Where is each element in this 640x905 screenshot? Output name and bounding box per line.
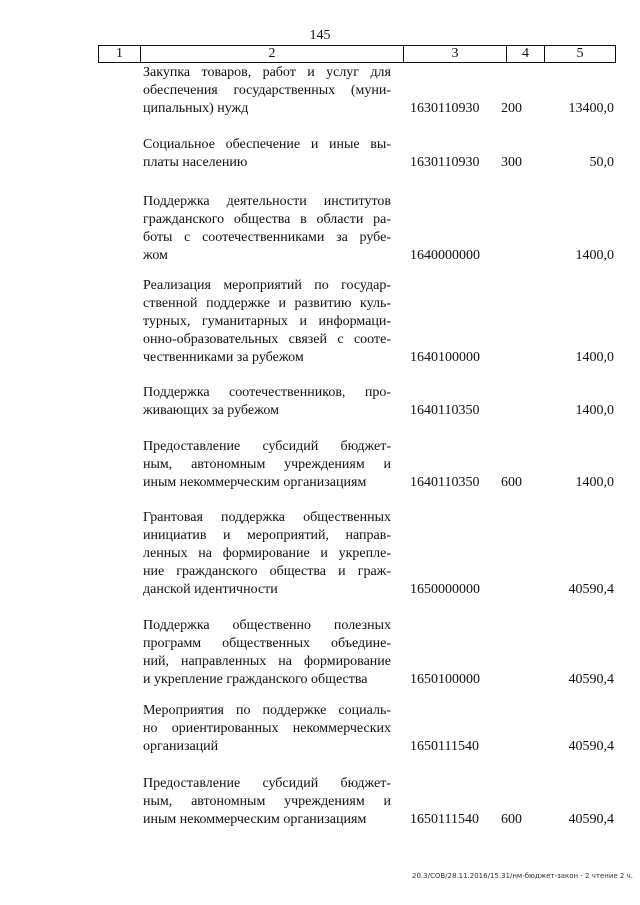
description-line: организаций — [143, 739, 219, 754]
description-line: боты с соотечественниками за рубе- — [143, 230, 391, 245]
description-line: но ориентированных некоммерческих — [143, 721, 391, 736]
row-amount: 40590,4 — [568, 582, 614, 597]
description-line: Социальное обеспечение и иные вы- — [143, 137, 391, 152]
description-line: онно-образовательных связей с сооте- — [143, 332, 391, 347]
header-cell-5: 5 — [576, 46, 584, 61]
header-cell-3: 3 — [404, 46, 507, 62]
description-line: ным, автономным учреждениям и — [143, 794, 391, 809]
row-description — [143, 193, 391, 265]
row-amount: 1400,0 — [575, 248, 614, 263]
description-line: Реализация мероприятий по государ- — [143, 278, 391, 293]
row-code: 1650111540 — [410, 812, 479, 827]
row-amount: 50,0 — [589, 155, 614, 170]
description-line: обеспечения государственных (муни- — [143, 83, 391, 98]
description-line: Поддержка деятельности институтов — [143, 194, 391, 209]
row-description — [143, 277, 391, 367]
description-line: данской идентичности — [143, 582, 278, 597]
row-description — [143, 509, 391, 599]
header-cell-4: 4 — [507, 46, 545, 62]
header-cell-2: 2 — [141, 46, 404, 62]
row-code: 1640110350 — [410, 475, 480, 490]
description-line: жом — [143, 248, 168, 263]
row-code: 1630110930 — [410, 155, 480, 170]
description-line: Поддержка соотечественников, про- — [143, 385, 391, 400]
description-line: Закупка товаров, работ и услуг для — [143, 65, 391, 80]
description-line: ципальных) нужд — [143, 101, 249, 116]
row-description — [143, 702, 391, 756]
row-code: 1640100000 — [410, 350, 480, 365]
description-line: платы населению — [143, 155, 248, 170]
row-amount: 1400,0 — [575, 350, 614, 365]
row-description — [143, 617, 391, 689]
row-type: 200 — [501, 101, 522, 116]
description-line: Предоставление субсидий бюджет- — [143, 776, 391, 791]
description-line: Грантовая поддержка общественных — [143, 510, 391, 525]
row-code: 1650100000 — [410, 672, 480, 687]
description-line: иным некоммерческим организациям — [143, 812, 367, 827]
footer-note: 20.3/СОВ/28.11.2016/15.31/нм-бюджет-закон - 2 чтение 2 ч. — [412, 872, 633, 880]
description-line: ственной поддержке и развитию куль- — [143, 296, 391, 311]
description-line: гражданского общества в области ра- — [143, 212, 391, 227]
description-line: Поддержка общественно полезных — [143, 618, 391, 633]
row-amount: 1400,0 — [575, 475, 614, 490]
description-line: живающих за рубежом — [143, 403, 279, 418]
row-type: 600 — [501, 475, 522, 490]
row-amount: 1400,0 — [575, 403, 614, 418]
header-cell-1: 1 — [99, 46, 141, 62]
row-description — [143, 136, 391, 172]
description-line: Предоставление субсидий бюджет- — [143, 439, 391, 454]
row-amount: 40590,4 — [568, 739, 614, 754]
description-line: ным, автономным учреждениям и — [143, 457, 391, 472]
description-line: турных, гуманитарных и информаци- — [143, 314, 391, 329]
row-description — [143, 775, 391, 829]
row-description — [143, 64, 391, 118]
row-code: 1650111540 — [410, 739, 479, 754]
row-code: 1640110350 — [410, 403, 480, 418]
row-type: 300 — [501, 155, 522, 170]
description-line: и укрепление гражданского общества — [143, 672, 368, 687]
row-amount: 13400,0 — [568, 101, 614, 116]
row-code: 1630110930 — [410, 101, 480, 116]
description-line: инициатив и мероприятий, направ- — [143, 528, 391, 543]
row-amount: 40590,4 — [568, 672, 614, 687]
page-number: 145 — [309, 28, 331, 43]
row-description — [143, 438, 391, 492]
row-amount: 40590,4 — [568, 812, 614, 827]
row-code: 1650000000 — [410, 582, 480, 597]
description-line: чественниками за рубежом — [143, 350, 304, 365]
description-line: ние гражданского общества и граж- — [143, 564, 391, 579]
row-description — [143, 384, 391, 420]
description-line: программ общественных объедине- — [143, 636, 391, 651]
description-line: ний, направленных на формирование — [143, 654, 391, 669]
description-line: иным некоммерческим организациям — [143, 475, 367, 490]
row-code: 1640000000 — [410, 248, 480, 263]
table-header-row — [98, 45, 616, 63]
row-type: 600 — [501, 812, 522, 827]
description-line: ленных на формирование и укрепле- — [143, 546, 391, 561]
description-line: Мероприятия по поддержке социаль- — [143, 703, 391, 718]
